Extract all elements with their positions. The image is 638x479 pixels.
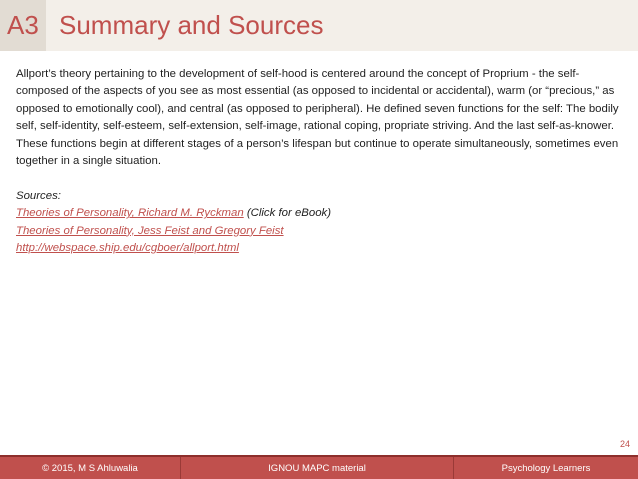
source-item [16,205,626,222]
page-number: 24 [619,439,630,449]
section-code: A3 [7,10,39,40]
section-code-box [0,0,46,51]
footer-source: IGNOU MAPC material [181,457,454,479]
source-note: (Click for eBook) [243,207,332,220]
footer-brand: Psychology Learners [501,462,591,474]
source-link-webspace[interactable]: http://webspace.ship.edu/cgboer/allport.html [16,242,239,255]
footer-copyright: © 2015, M S Ahluwalia [0,457,181,479]
source-item [16,223,626,240]
sources-heading: Sources: [16,189,61,202]
source-item [16,240,626,257]
source-link-ryckman[interactable]: Theories of Personality, Richard M. Ryckman [16,207,244,220]
summary-paragraph: Allport’s theory pertaining to the development of self-hood is centered around the concept of Proprium - the self-composed of the aspects of you see as most essential (as opposed to incidental or accidental), warm (or “precious,” as opposed to emotionally cool), and central (as opposed to peripheral). He defined seven functions for the self: The bodily self, self-identity, self-esteem, self-extension, self-image, rational coping, propriate striving. And the last self-as-knower. These functions begin at different stages of a person’s lifespan but continue to operate simultaneously, sometimes even together in a single situation. [16,68,619,168]
source-link-feist[interactable]: Theories of Personality, Jess Feist and Gregory Feist [16,224,284,237]
slide-footer [0,455,638,479]
slide-body [16,66,626,257]
slide-title: Summary and Sources [59,10,324,40]
sources-section [16,188,626,258]
